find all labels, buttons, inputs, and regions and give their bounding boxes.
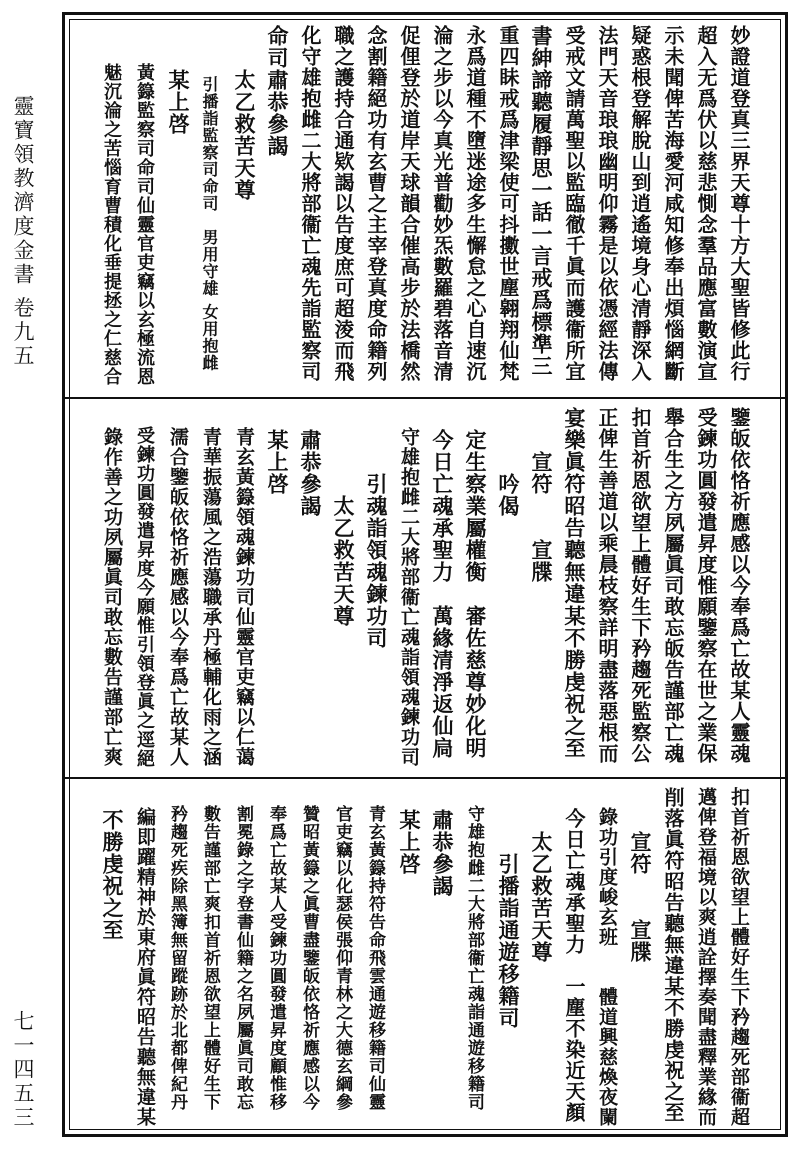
text-column: 錄功引度峻玄班 體道興慈煥夜闌 — [596, 787, 618, 1127]
text-column: 太乙救苦天尊 — [529, 787, 554, 963]
text-column: 濡合鑒皈依恪祈應感以今奉爲亡故某人 — [167, 407, 189, 767]
text-column: 某上啓 — [265, 407, 290, 495]
text-column: 示未聞俾苦海愛河咸知修奉出煩惱網斷 — [661, 25, 685, 382]
text-column: 青華振蕩風之浩蕩職承丹極輔化雨之涵 — [200, 407, 222, 767]
text-column: 舉合生之方夙屬眞司敢忘皈告謹部亡魂 — [661, 407, 685, 764]
text-column: 宴樂眞符昭告聽無違某不勝虔祝之至 — [562, 407, 587, 759]
panel-bottom — [65, 787, 785, 1132]
text-column: 念割籍絕功有玄曹之主宰登真度命籍列 — [364, 25, 388, 382]
text-column: 太乙救苦天尊 — [232, 25, 257, 201]
text-column: 受戒文請萬聖以監臨徹千眞而護衞所宜 — [562, 25, 586, 382]
text-column: 職之護持合通欵謁以告度庶可超淩而飛 — [331, 25, 355, 382]
text-column: 引播詣通遊移籍司 — [496, 787, 521, 1029]
panel-divider-2 — [65, 777, 785, 779]
text-column: 某上啓 — [166, 25, 191, 135]
text-column: 吟偈 — [496, 407, 521, 517]
text-column: 守雄抱雌二大將部衞亡魂詣領魂鍊功司 — [398, 407, 420, 767]
text-column: 疑惑根登解脫山到逍遙境身心清靜深入 — [628, 25, 652, 382]
text-column: 青玄黃籙持符告命飛雲通遊移籍司仙靈 — [365, 787, 385, 1111]
panel-top — [65, 25, 785, 390]
text-column: 肅恭參謁 — [430, 787, 455, 897]
text-column: 化守雄抱雌二大將部衞亡魂先詣監察司 — [298, 25, 322, 382]
text-column: 淪之步以今真光普勸妙炁數羅碧落音清 — [430, 25, 454, 382]
text-column: 妙證道登真三界天尊十方大聖皆修此行 — [727, 25, 751, 382]
text-column: 錄作善之功夙屬眞司敢忘數告謹部亡爽 — [101, 407, 123, 767]
text-column: 肅恭參謁 — [298, 407, 323, 517]
text-column: 超入无爲伏以慈悲惻念羣品應富數演宣 — [694, 25, 718, 382]
text-column: 促俚登於道岸天球韻合催高步於法橋然 — [397, 25, 421, 382]
text-column: 邁俾登福境以爽逍詮擇奏聞盡釋業緣而 — [695, 787, 717, 1127]
text-column: 青玄黃籙領魂鍊功司仙靈官吏竊以仁蔼 — [233, 407, 255, 767]
text-column: 受鍊功圓發遣昇度今願惟引領登眞之逕絕 — [134, 407, 155, 768]
text-column: 定生察業屬權衡 審佐慈尊妙化明 — [463, 407, 488, 759]
text-column: 黃籙監察司命司仙靈官吏竊以玄極流恩 — [134, 25, 155, 386]
text-column: 書紳諦聽履靜思一話一言戒爲標準三 — [529, 25, 554, 377]
text-column: 受鍊功圓發遣昇度惟願鑒察在世之業保 — [694, 407, 718, 764]
text-column: 命司肅恭參謁 — [265, 25, 290, 157]
text-column: 鑒皈依恪祈應感以今奉爲亡故某人靈魂 — [727, 407, 751, 764]
text-column: 不勝虔祝之至 — [100, 787, 125, 941]
text-column: 今日亡魂承聖力 萬緣清淨返仙扃 — [430, 407, 455, 759]
text-column: 宣符 宣牒 — [628, 787, 653, 963]
page-frame — [62, 12, 788, 1137]
text-column: 守雄抱雌二大將部衞亡魂詣通遊移籍司 — [464, 787, 484, 1111]
text-column: 魅沉淪之苦惱育曹積化垂提拯之仁慈合 — [101, 25, 122, 386]
text-column: 引魂詣領魂鍊功司 — [364, 407, 389, 649]
text-column: 宣符 宣牒 — [529, 407, 554, 583]
text-column: 太乙救苦天尊 — [331, 407, 356, 627]
panel-middle — [65, 407, 785, 772]
text-column: 某上啓 — [397, 787, 422, 875]
text-column: 法門天音琅琅幽明仰霧是以依憑經法傳 — [595, 25, 619, 382]
text-column: 永爲道種不墮迷途多生懈怠之心自速沉 — [463, 25, 487, 382]
text-column: 奉爲亡故某人受鍊功圓發遣昇度顧惟移 — [266, 787, 286, 1111]
text-column: 矜趨死疾除黑簿無留蹤跡於北都俾紀丹 — [167, 787, 187, 1111]
margin-page-number: 七一四五三 — [11, 1010, 35, 1130]
text-column: 官吏竊以化瑟侯張仰青林之大德玄綱參 — [332, 787, 352, 1111]
text-column: 今日亡魂承聖力 一塵不染近天顏 — [562, 787, 586, 1123]
margin-title: 靈寶領教濟度金書 卷九五 — [11, 95, 35, 369]
text-column: 扣首祈恩欲望上體好生下矜趨死監察公 — [628, 407, 652, 764]
text-column: 引播詣監察司命司 男用守雄 女用抱雌 — [200, 25, 219, 372]
panel-divider-1 — [65, 397, 785, 399]
text-column: 贊昭黃籙之眞曹盡鑒皈依恪祈應感以今 — [299, 787, 319, 1111]
text-column: 正俾生善道以乘晨枝察詳明盡落惡根而 — [595, 407, 619, 764]
text-column: 數告謹部亡爽扣首祈恩欲望上體好生下 — [200, 787, 220, 1111]
text-column: 割冕錄之字登書仙籍之名夙屬眞司敢忘 — [233, 787, 253, 1111]
text-column: 編即躍精神於東府眞符昭告聽無違某 — [134, 787, 156, 1127]
text-column: 重四眛戒爲津梁使可抖擻世塵翱翔仙梵 — [496, 25, 520, 382]
text-column: 削落眞符昭告聽無違某不勝虔祝之至 — [661, 787, 685, 1123]
text-column: 扣首祈恩欲望上體好生下矜趨死部衞超 — [728, 787, 750, 1127]
